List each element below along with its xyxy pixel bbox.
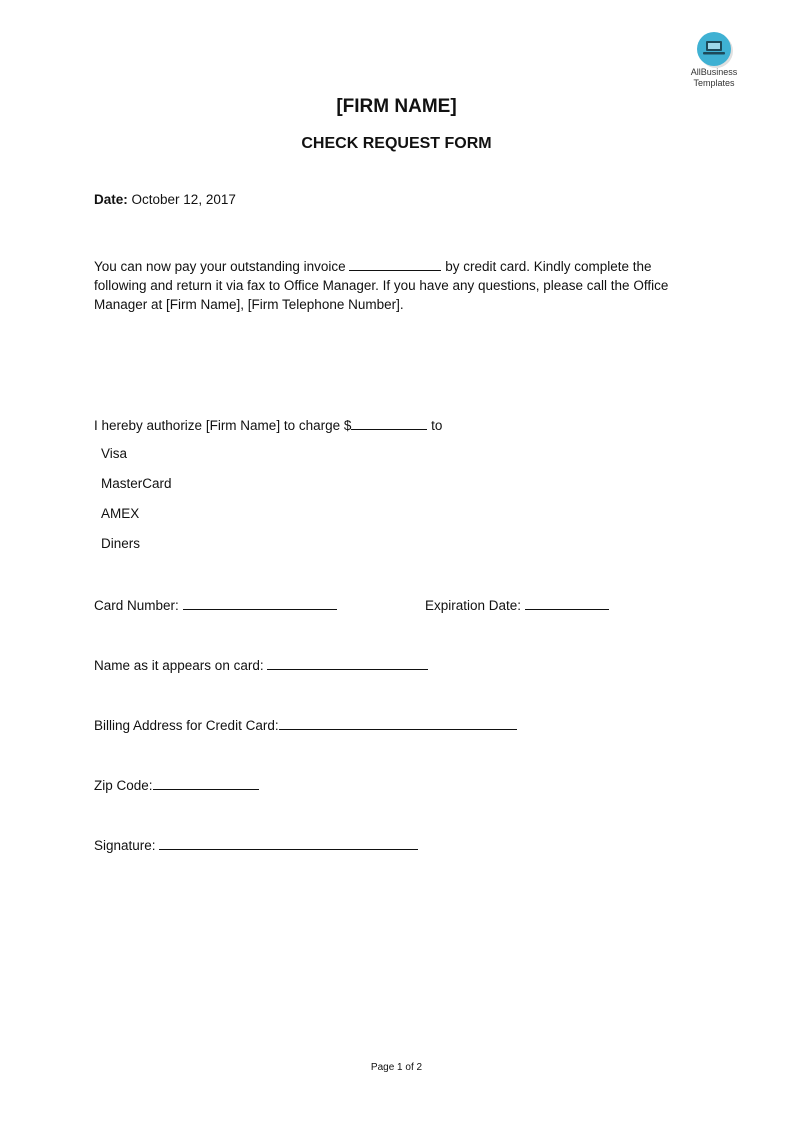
invoice-blank[interactable] [349, 257, 441, 271]
intro-text-3: Manager at [Firm Name], [Firm Telephone Number]. [94, 297, 404, 312]
option-diners[interactable]: Diners [101, 536, 141, 551]
date-line [94, 192, 236, 207]
firm-name-heading: [FIRM NAME] [336, 96, 457, 117]
zip-code-blank[interactable] [153, 776, 259, 790]
name-on-card-label: Name as it appears on card: [94, 658, 264, 673]
card-number-blank[interactable] [183, 596, 337, 610]
logo-text-line1: AllBusiness [690, 67, 738, 77]
expiration-field [425, 596, 609, 613]
billing-address-blank[interactable] [279, 716, 517, 730]
charge-amount-blank[interactable] [351, 416, 427, 430]
authorize-text: I hereby authorize [Firm Name] to charge $ [94, 418, 352, 433]
signature-label: Signature: [94, 838, 156, 853]
date-value: October 12, 2017 [131, 192, 236, 207]
billing-address-label: Billing Address for Credit Card: [94, 718, 279, 733]
intro-paragraph [94, 257, 694, 314]
intro-text-2: following and return it via fax to Office Manager. If you have any questions, please call the Office [94, 278, 669, 293]
intro-text-1a: You can now pay your outstanding invoice [94, 259, 346, 274]
intro-text-1b: by credit card. Kindly complete the [445, 259, 652, 274]
form-title: CHECK REQUEST FORM [301, 135, 492, 152]
signature-blank[interactable] [159, 836, 418, 850]
name-on-card-blank[interactable] [267, 656, 428, 670]
card-number-label: Card Number: [94, 598, 179, 613]
date-label: Date: [94, 192, 128, 207]
billing-address-field [94, 716, 517, 733]
option-amex[interactable]: AMEX [101, 506, 140, 521]
logo [682, 32, 746, 88]
expiration-blank[interactable] [525, 596, 609, 610]
zip-code-field [94, 776, 259, 793]
signature-field [94, 836, 418, 853]
option-mastercard[interactable]: MasterCard [101, 476, 172, 491]
card-number-field [94, 596, 337, 613]
name-on-card-field [94, 656, 428, 673]
laptop-icon [697, 32, 731, 66]
authorize-to: to [431, 418, 443, 433]
page-number: Page 1 of 2 [370, 1062, 423, 1073]
option-visa[interactable]: Visa [101, 446, 128, 461]
expiration-label: Expiration Date: [425, 598, 522, 613]
zip-code-label: Zip Code: [94, 778, 153, 793]
authorize-line [94, 416, 442, 433]
logo-text-line2: Templates [693, 78, 735, 88]
